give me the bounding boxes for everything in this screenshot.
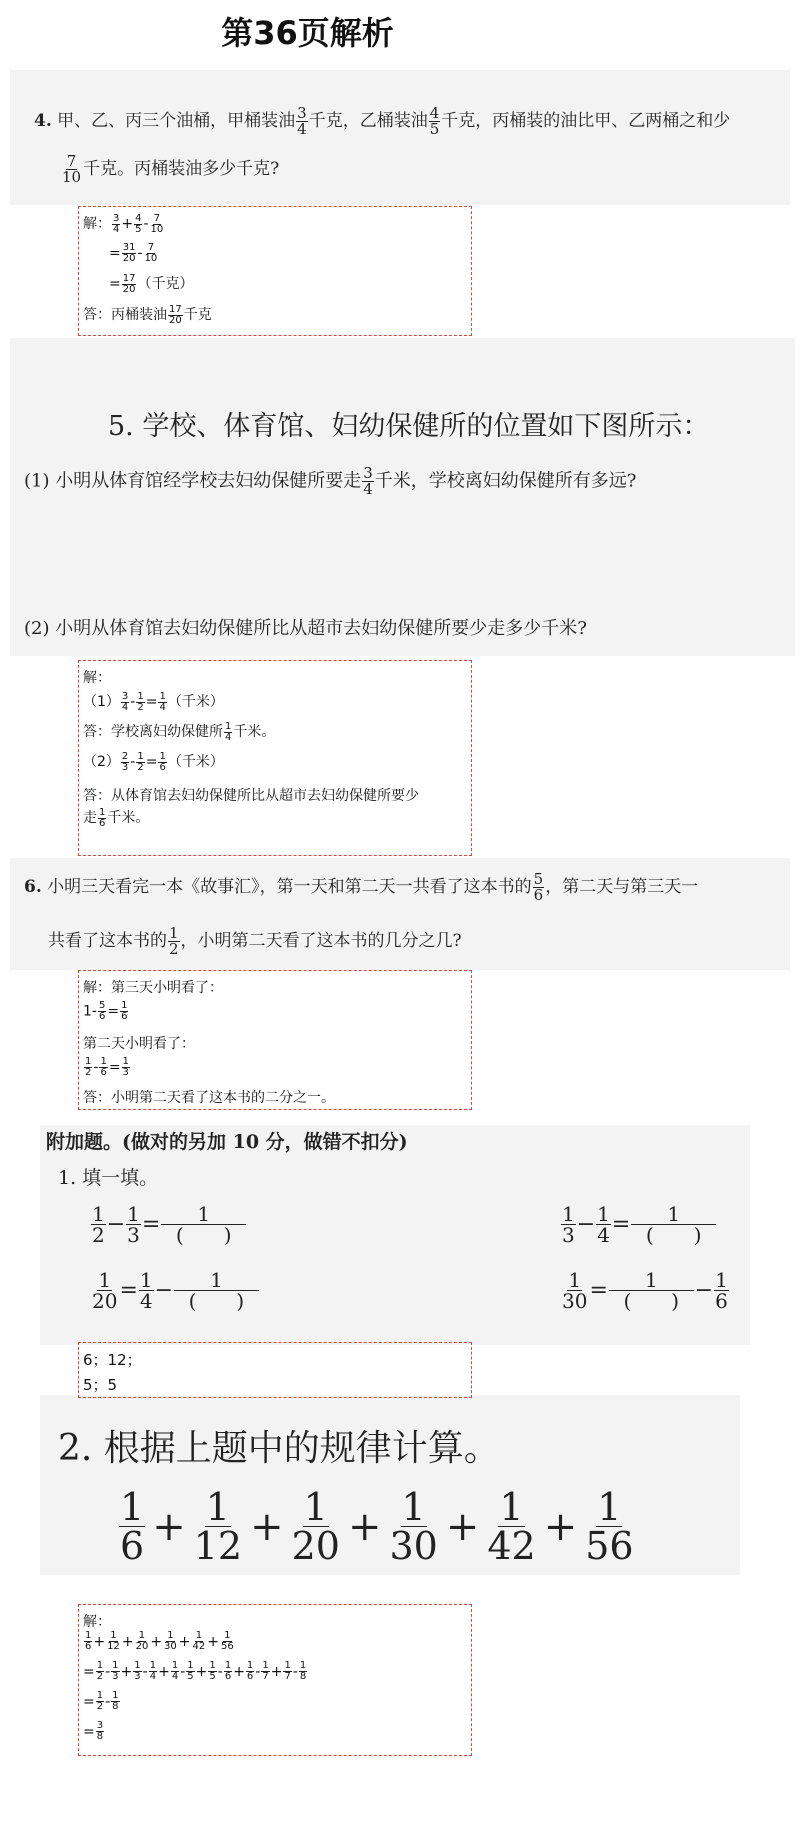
fraction: $\frac{1}{7}$	[284, 1660, 291, 1682]
answer-line: 走 $\frac{1}{6}$ 千米。	[83, 806, 150, 829]
operator: -	[255, 1663, 261, 1680]
operator: +	[150, 1633, 163, 1650]
fraction: $\frac{3}{8}$	[96, 1720, 104, 1742]
extra2-title: 2. 根据上题中的规律计算。	[58, 1428, 500, 1469]
q5-part2: (2) 小明从体育馆去妇幼保健所比从超市去妇幼保健所要少走多少千米?	[24, 618, 587, 639]
operator: +	[178, 1633, 191, 1650]
answer-line: 答：丙桶装油 $\frac{17}{20}$ 千克	[83, 303, 212, 326]
operator: +	[445, 1503, 480, 1550]
answer-line: = $\frac{17}{20}$ （千克）	[109, 272, 194, 295]
operator: -	[105, 1663, 111, 1680]
fraction: $\frac{1}{8}$	[299, 1660, 307, 1682]
answer-box-q6: 解：第三天小明看了： 1- $\frac{5}{6}$ = $\frac{1}{6}$ 第二天小明看了： $\frac{1}{2}$ - $\frac{1}{6}$ = $\frac{1}{3}$ 答：小明第二天看了这本书的二分之一。	[78, 970, 472, 1110]
fraction: $\frac{1}{56}$	[585, 1485, 634, 1568]
fill-eq-3: $\frac{1}{20}$ = $\frac{1}{4}$ − 1 ( )	[90, 1270, 260, 1311]
fraction: $\frac{1}{56}$	[220, 1630, 234, 1652]
fraction: $\frac{1}{12}$	[107, 1630, 120, 1652]
fraction: $\frac{3}{4}$	[297, 104, 307, 138]
answer-line	[83, 1691, 121, 1712]
fill-eq-1: $\frac{1}{2}$ − $\frac{1}{3}$ = 1 ( )	[90, 1204, 247, 1245]
fraction: $\frac{1}{42}$	[192, 1630, 206, 1652]
q4-number: 4.	[34, 111, 52, 131]
q6-line2: 共看了这本书的 $\frac{1}{2}$ ，小明第二天看了这本书的几分之几?	[48, 924, 462, 958]
answer-line	[83, 1661, 308, 1682]
answer-line	[83, 1721, 105, 1742]
fraction: $\frac{1}{3}$	[134, 1660, 141, 1682]
operator: +	[195, 1663, 208, 1680]
operator: =	[83, 1693, 95, 1710]
fraction: $\frac{1}{8}$	[112, 1690, 119, 1712]
fraction: $\frac{4}{5}$	[429, 104, 440, 138]
operator: -	[292, 1663, 298, 1680]
fill-eq-4: $\frac{1}{30}$ = 1 ( ) − $\frac{1}{6}$	[562, 1268, 728, 1313]
operator: +	[158, 1663, 170, 1680]
operator: +	[152, 1503, 186, 1550]
operator: +	[121, 1633, 134, 1650]
operator: -	[142, 1663, 148, 1680]
q5-part1: (1) 小明从体育馆经学校去妇幼保健所要走 $\frac{3}{4}$ 千米，学校离妇幼保健所有多远?	[24, 464, 637, 498]
answer-line	[83, 1631, 236, 1652]
operator: +	[233, 1663, 245, 1680]
answer-line: $\frac{1}{2}$ - $\frac{1}{6}$ = $\frac{1}{3}$	[85, 1056, 129, 1078]
fraction: $\frac{1}{4}$	[171, 1660, 179, 1682]
fill-eq-2: $\frac{1}{3}$ − $\frac{1}{4}$ = 1 ( )	[560, 1204, 717, 1245]
fraction: $\frac{1}{20}$	[135, 1630, 149, 1652]
scan-region-q5	[10, 338, 795, 656]
q4-line1: 4. 甲、乙、丙三个油桶，甲桶装油 $\frac{3}{4}$ 千克，乙桶装油 $\frac{4}{5}$ 千克，丙桶装的油比甲、乙两桶之和少	[34, 104, 731, 138]
fraction: $\frac{1}{20}$	[291, 1485, 340, 1568]
operator: +	[207, 1633, 219, 1650]
answer-box-q4	[78, 206, 472, 336]
operator: =	[83, 1723, 95, 1740]
page-title: 第36页解析	[221, 14, 394, 52]
fraction: $\frac{1}{12}$	[193, 1485, 243, 1568]
q6-line1: 6. 小明三天看完一本《故事汇》，第一天和第二天一共看了这本书的 $\frac{5}{6}$ ，第二天与第三天一	[24, 870, 699, 904]
fraction: $\frac{1}{6}$	[224, 1660, 232, 1682]
q5-title: 5. 学校、体育馆、妇幼保健所的位置如下图所示：	[108, 411, 710, 442]
fraction: $\frac{1}{5}$	[187, 1660, 194, 1682]
answer-box-q5: 解： （1） $\frac{3}{4}$ - $\frac{1}{2}$ = $\frac{1}{4}$ （千米） 答：学校离妇幼保健所 $\frac{1}{4}$ 千米。 （2） $\frac{2}{3}$ - $\frac{1}{2}$ = $\frac{1}{6}$ （千米） 答：从体育馆去妇幼保健所比从超市去妇幼保健所要少 走 $\frac{1}{6}$ 千米。	[78, 660, 472, 856]
fraction: $\frac{1}{7}$	[262, 1660, 269, 1682]
fraction: $\frac{7}{10}$	[62, 152, 82, 186]
fraction: $\frac{1}{2}$	[96, 1690, 104, 1712]
extra-title: 附加题。(做对的另加 10 分，做错不扣分)	[46, 1131, 408, 1153]
answer-line: = $\frac{31}{20}$ - $\frac{7}{10}$	[109, 242, 158, 264]
answer-box-extra2: 解： $\frac{1}{6}$ + $\frac{1}{12}$ + $\frac{1}{20}$ + $\frac{1}{30}$ + $\frac{1}{42}$ + $\frac{1}{56}$ = $\frac{1}{2}$ - $\frac{1}{3}$ + $\frac{1}{3}$ - $\frac{1}{4}$ + $\frac{1}{4}$ - $\frac{1}{5}$ + $\frac{1}{5}$ - $\frac{1}{6}$ + $\frac{1}{6}$ - $\frac{1}{7}$ + $\frac{1}{7}$ - $\frac{1}{8}$ = $\frac{1}{2}$ - $\frac{1}{8}$ = $\frac{3}{8}$	[78, 1604, 472, 1756]
answer-box-extra1: 6；12； 5；5	[78, 1342, 472, 1398]
fraction: $\frac{1}{2}$	[96, 1660, 104, 1682]
operator: +	[543, 1503, 578, 1550]
answer-line: 1- $\frac{5}{6}$ = $\frac{1}{6}$	[83, 1000, 128, 1022]
answer-line: （2） $\frac{2}{3}$ - $\frac{1}{2}$ = $\frac{1}{6}$ （千米）	[83, 750, 224, 773]
answer-line: 解： $\frac{3}{4}$ + $\frac{4}{5}$ - $\frac{7}{10}$	[83, 212, 164, 235]
fraction: $\frac{1}{6}$	[85, 1630, 92, 1652]
fraction: $\frac{1}{30}$	[389, 1485, 438, 1568]
operator: +	[347, 1503, 382, 1550]
operator: -	[217, 1663, 223, 1680]
answer-line: （1） $\frac{3}{4}$ - $\frac{1}{2}$ = $\frac{1}{4}$ （千米）	[83, 690, 224, 713]
operator: +	[250, 1503, 284, 1550]
extra2-expression	[118, 1485, 636, 1568]
operator: -	[180, 1663, 186, 1680]
extra-sub1: 1. 填一填。	[58, 1167, 159, 1189]
operator: =	[83, 1663, 95, 1680]
fraction: $\frac{1}{5}$	[209, 1660, 216, 1682]
fraction: $\frac{1}{30}$	[164, 1630, 177, 1652]
fraction: $\frac{1}{6}$	[246, 1660, 254, 1682]
operator: +	[93, 1633, 106, 1650]
operator: +	[120, 1663, 133, 1680]
operator: -	[105, 1693, 111, 1710]
q4-line2: $\frac{7}{10}$ 千克。丙桶装油多少千克?	[62, 152, 280, 186]
fraction: $\frac{1}{3}$	[112, 1660, 119, 1682]
answer-line: 答：学校离妇幼保健所 $\frac{1}{4}$ 千米。	[83, 720, 276, 743]
operator: +	[270, 1663, 283, 1680]
fraction: $\frac{1}{4}$	[149, 1660, 157, 1682]
fraction: $\frac{1}{6}$	[120, 1485, 145, 1568]
fraction: $\frac{1}{42}$	[487, 1485, 536, 1568]
